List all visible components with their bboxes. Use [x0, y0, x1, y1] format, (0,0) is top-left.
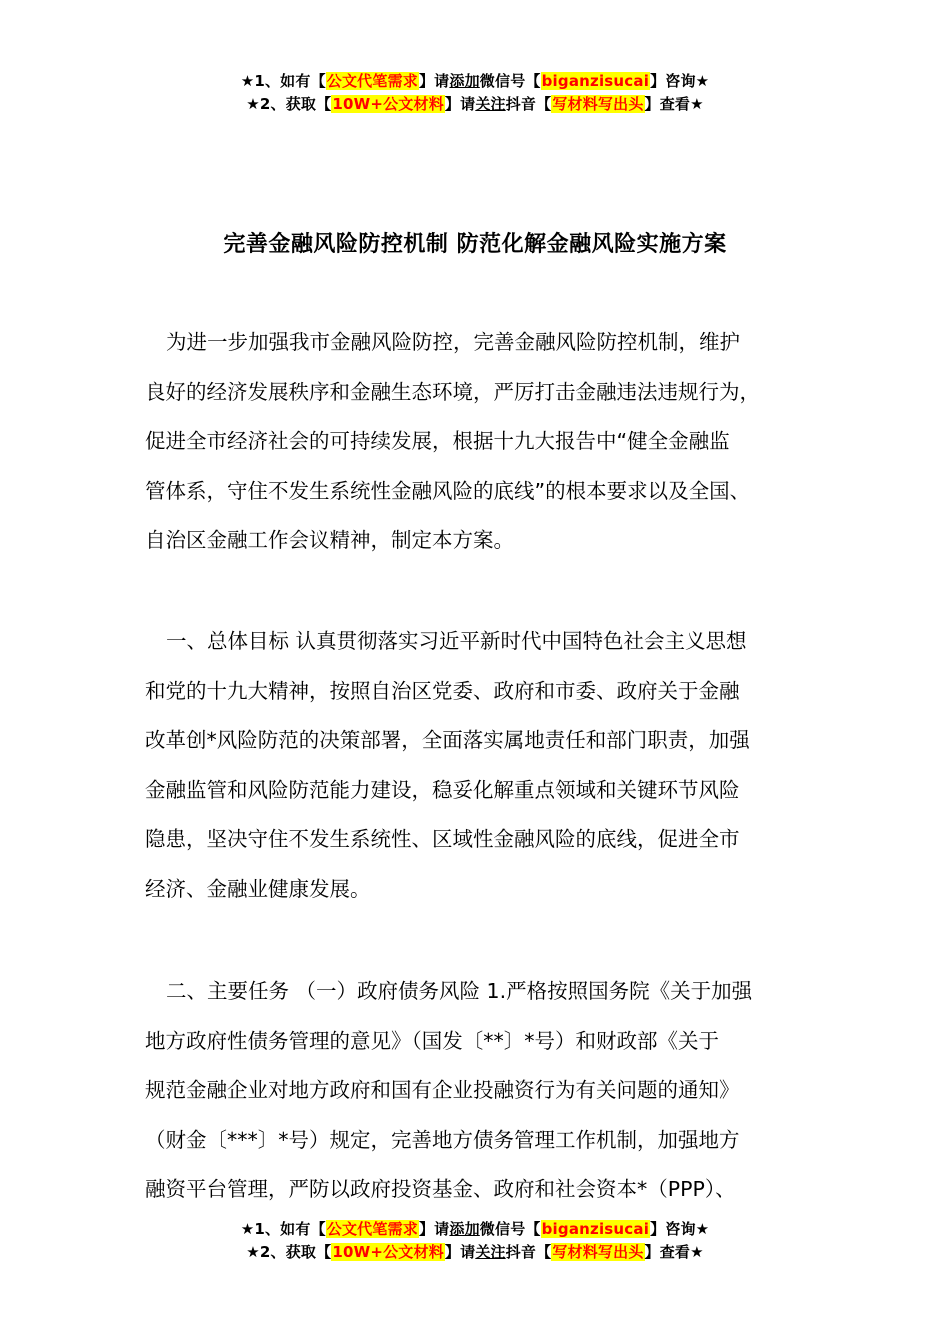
paragraph-line: 金融监管和风险防范能力建设，稳妥化解重点领域和关键环节风险: [145, 777, 740, 802]
paragraph-line: 管体系，守住不发生系统性金融风险的底线”的根本要求以及全国、: [145, 478, 751, 503]
paragraph-line: 改革创*风险防范的决策部署，全面落实属地责任和部门职责，加强: [145, 728, 750, 753]
paragraph-line: 二、主要任务 （一）政府债务风险 1.严格按照国务院《关于加强: [166, 979, 753, 1003]
banner-line-2: [0, 1241, 950, 1264]
banner-text: ★1、如有【: [240, 72, 326, 90]
banner-highlight: 10W+公文材料: [332, 1243, 444, 1261]
paragraph-line: 一、总体目标 认真贯彻落实习近平新时代中国特色社会主义思想: [166, 629, 747, 653]
banner-text: 】咨询★: [650, 1220, 710, 1238]
banner-line-2: [0, 93, 950, 116]
banner-line-1: [0, 1218, 950, 1241]
banner-text: 】请: [444, 95, 476, 113]
banner-highlight: biganzisucai: [541, 1220, 650, 1238]
banner-text: 】查看★: [644, 1243, 704, 1261]
paragraph-line: 良好的经济发展秩序和金融生态环境，严厉打击金融违法违规行为，: [145, 379, 760, 404]
banner-text: ★1、如有【: [240, 1220, 326, 1238]
banner-underline: 添加: [449, 72, 480, 90]
banner-highlight: 10W+公文材料: [332, 95, 444, 113]
paragraph-tasks: [145, 967, 835, 1215]
header-banner: [0, 70, 950, 116]
paragraph-line: 和党的十九大精神，按照自治区党委、政府和市委、政府关于金融: [145, 678, 740, 703]
banner-text: 】请: [418, 1220, 450, 1238]
banner-text: 微信号【: [479, 72, 541, 90]
paragraph-goals: [145, 617, 835, 915]
banner-line-1: [0, 70, 950, 93]
banner-highlight: 公文代笔需求: [326, 72, 418, 90]
paragraph-line: 自治区金融工作会议精神，制定本方案。: [145, 528, 514, 553]
paragraph-line: 为进一步加强我市金融风险防控，完善金融风险防控机制，维护: [166, 330, 740, 354]
footer-banner: [0, 1218, 950, 1264]
banner-highlight: 公文代笔需求: [326, 1220, 418, 1238]
banner-text: 抖音【: [505, 1243, 552, 1261]
banner-highlight: 写材料写出头: [552, 1243, 644, 1261]
paragraph-line: （财金〔***〕*号）规定，完善地方债务管理工作机制，加强地方: [145, 1127, 740, 1152]
paragraph-intro: [145, 318, 835, 566]
banner-text: 微信号【: [479, 1220, 541, 1238]
paragraph-line: 促进全市经济社会的可持续发展，根据十九大报告中“健全金融监: [145, 429, 730, 454]
banner-highlight: 写材料写出头: [552, 95, 644, 113]
document-title: 完善金融风险防控机制 防范化解金融风险实施方案: [223, 232, 727, 257]
banner-text: ★2、获取【: [246, 95, 332, 113]
banner-underline: 关注: [475, 95, 506, 113]
banner-text: 】咨询★: [650, 72, 710, 90]
paragraph-line: 规范金融企业对地方政府和国有企业投融资行为有关问题的通知》: [145, 1078, 740, 1103]
banner-underline: 关注: [475, 1243, 506, 1261]
paragraph-line: 融资平台管理，严防以政府投资基金、政府和社会资本*（PPP）、: [145, 1177, 736, 1202]
paragraph-line: 地方政府性债务管理的意见》（国发〔**〕*号）和财政部《关于: [145, 1028, 719, 1053]
paragraph-line: 隐患，坚决守住不发生系统性、区域性金融风险的底线，促进全市: [145, 827, 740, 852]
banner-underline: 添加: [449, 1220, 480, 1238]
banner-highlight: biganzisucai: [541, 72, 650, 90]
banner-text: 】请: [444, 1243, 476, 1261]
banner-text: 】查看★: [644, 95, 704, 113]
banner-text: 】请: [418, 72, 450, 90]
banner-text: ★2、获取【: [246, 1243, 332, 1261]
banner-text: 抖音【: [505, 95, 552, 113]
paragraph-line: 经济、金融业健康发展。: [145, 876, 371, 901]
